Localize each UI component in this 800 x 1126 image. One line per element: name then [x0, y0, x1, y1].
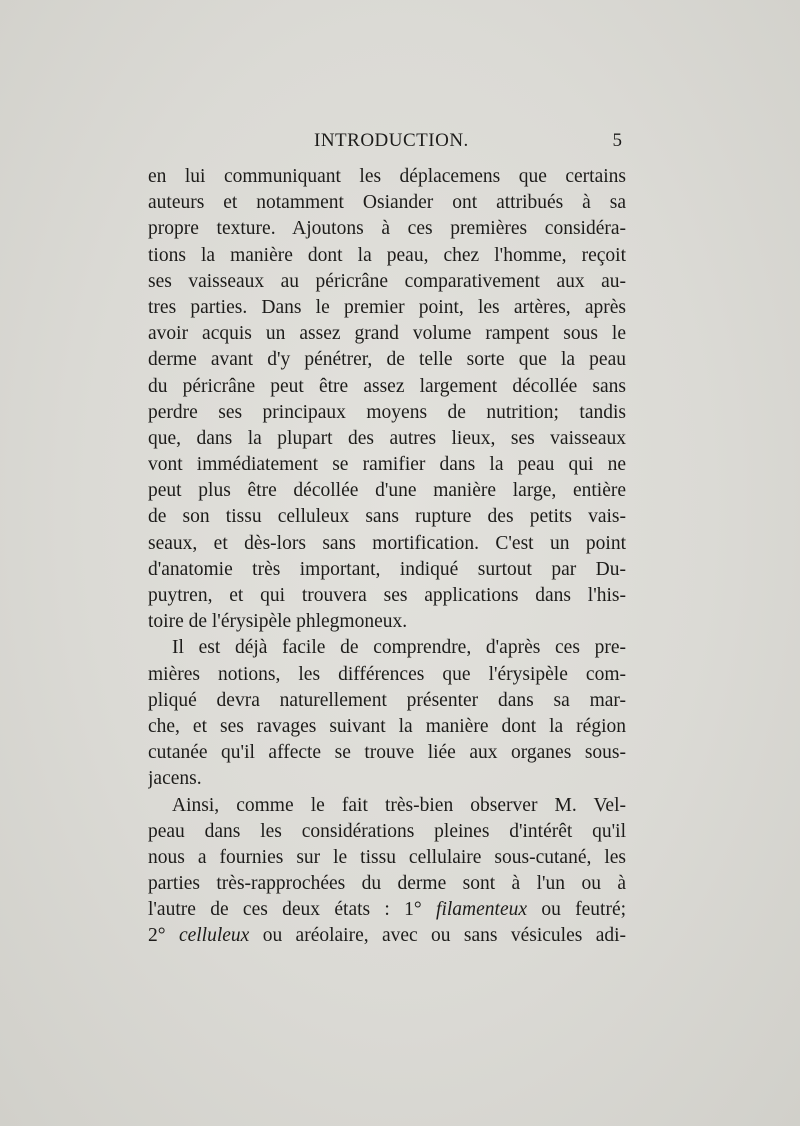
- text-line: vont immédiatement se ramifier dans la peau qui ne: [148, 454, 626, 476]
- text-line: nous a fournies sur le tissu cellulaire sous-cutané, les: [148, 846, 626, 868]
- text-line: de son tissu celluleux sans rupture des petits vais-: [148, 506, 626, 528]
- italic-term: filamenteux: [436, 899, 527, 921]
- text-line: auteurs et notamment Osiander ont attribués à sa: [148, 192, 626, 214]
- text-line: derme avant d'y pénétrer, de telle sorte que la peau: [148, 349, 626, 371]
- paragraph-start-line: Ainsi, comme le fait très-bien observer M. Vel-: [172, 794, 626, 816]
- text-line: tions la manière dont la peau, chez l'homme, reçoit: [148, 244, 626, 266]
- text-line: que, dans la plupart des autres lieux, ses vaisseaux: [148, 427, 626, 449]
- line-segment: ou aréolaire, avec ou sans vésicules adi-: [262, 925, 626, 947]
- paragraph-start-line: Il est déjà facile de comprendre, d'après ces pre-: [172, 637, 626, 659]
- text-line: d'anatomie très important, indiqué surtout par Du-: [148, 558, 626, 580]
- text-line: perdre ses principaux moyens de nutrition; tandis: [148, 401, 626, 423]
- text-line: ses vaisseaux au péricrâne comparativement aux au-: [148, 270, 626, 292]
- text-line: seaux, et dès-lors sans mortification. C'est un point: [148, 532, 626, 554]
- page-number: 5: [612, 130, 622, 151]
- text-line: en lui communiquant les déplacemens que certains: [148, 166, 626, 187]
- text-line: parties très-rapprochées du derme sont à l'un ou à: [148, 873, 626, 895]
- line-segment: 2°: [148, 925, 166, 947]
- text-line: puytren, et qui trouvera ses applications dans l'his-: [148, 585, 626, 606]
- paragraph-end-line: toire de l'érysipèle phlegmoneux.: [148, 611, 408, 633]
- text-line-with-italic: [148, 897, 626, 923]
- line-segment: ou feutré;: [541, 899, 626, 921]
- text-line: pliqué devra naturellement présenter dans sa mar-: [148, 689, 626, 711]
- text-line: propre texture. Ajoutons à ces premières considéra-: [148, 218, 626, 240]
- text-line: peau dans les considérations pleines d'intérêt qu'il: [148, 820, 626, 842]
- paragraph-end-line: jacens.: [148, 768, 202, 790]
- text-line-with-italic: [148, 923, 626, 949]
- text-line: du péricrâne peut être assez largement décollée sans: [148, 375, 626, 397]
- italic-term: celluleux: [178, 925, 250, 947]
- running-title: INTRODUCTION.: [314, 130, 469, 151]
- text-line: tres parties. Dans le premier point, les artères, après: [148, 296, 626, 318]
- text-line: peut plus être décollée d'une manière large, entière: [148, 480, 626, 502]
- text-line: avoir acquis un assez grand volume rampent sous le: [148, 323, 626, 345]
- line-segment: l'autre de ces deux états : 1°: [148, 899, 422, 921]
- body-text: [148, 164, 626, 950]
- text-line: che, et ses ravages suivant la manière dont la région: [148, 715, 626, 737]
- text-line: cutanée qu'il affecte se trouve liée aux organes sous-: [148, 742, 626, 764]
- text-line: mières notions, les différences que l'érysipèle com-: [148, 663, 626, 685]
- page-header: [148, 130, 626, 158]
